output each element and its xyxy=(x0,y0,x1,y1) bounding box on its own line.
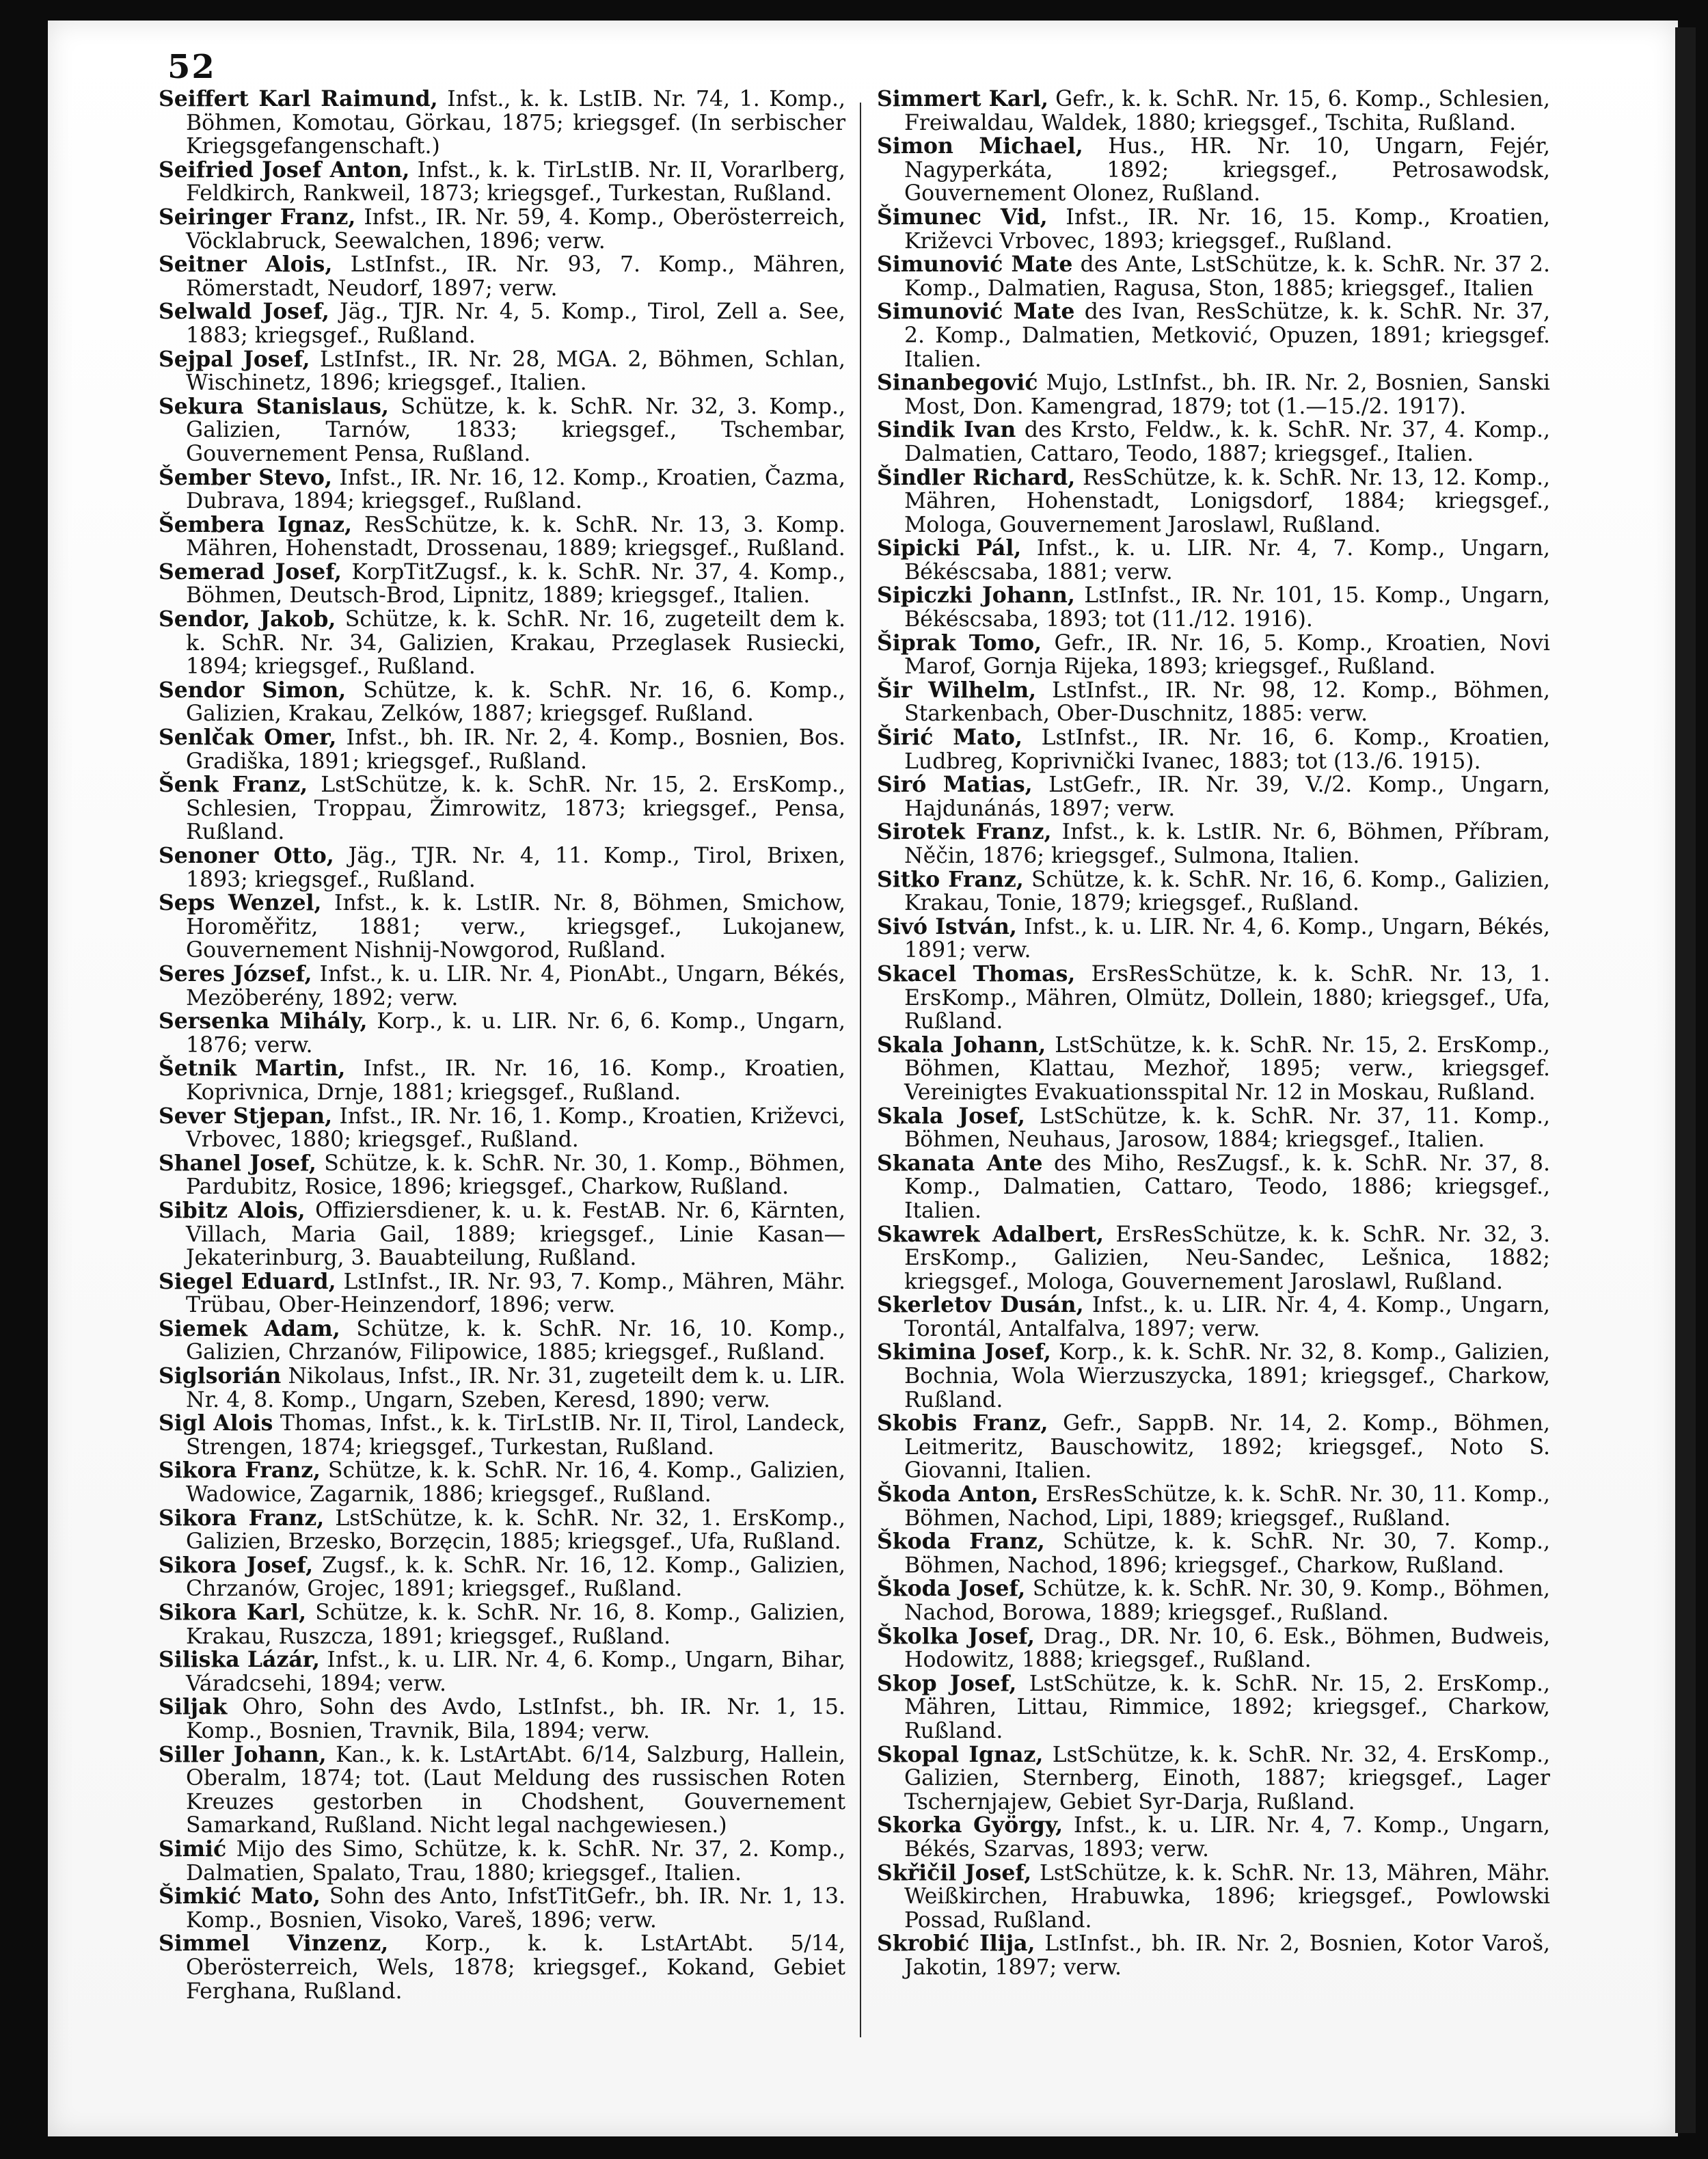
list-item xyxy=(877,963,1550,1034)
entry-text: Infst., k. u. LIR. Nr. 4, PionAbt., Ungarn, Békés, Mezöberény, 1892; verw. xyxy=(186,961,846,1010)
entry-text: Schütze, k. k. SchR. Nr. 16, 6. Komp., Galizien, Krakau, Zelków, 1887; kriegsgef. Rußland. xyxy=(186,678,846,727)
list-item xyxy=(159,1554,845,1601)
entry-name: Sikora Karl, xyxy=(159,1600,307,1625)
entry-text: Infst., k. u. LIR. Nr. 4, 7. Komp., Ungarn, Békés, Szarvas, 1893; verw. xyxy=(904,1813,1551,1862)
entry-text: Schütze, k. k. SchR. Nr. 16, 4. Komp., Galizien, Wadowice, Zagarnik, 1886; kriegsgef., Rußland. xyxy=(186,1458,845,1507)
entry-name: Sikora Josef, xyxy=(159,1552,314,1578)
list-item xyxy=(877,466,1550,537)
entry-text: LstGefr., IR. Nr. 39, V./2. Komp., Ungarn, Hajdunánás, 1897; verw. xyxy=(904,773,1551,821)
binding-edge xyxy=(1675,27,1696,2133)
list-item xyxy=(159,1743,845,1838)
list-item xyxy=(159,513,845,561)
list-item xyxy=(877,820,1550,868)
entry-text: Gefr., k. k. SchR. Nr. 15, 6. Komp., Schlesien, Freiwaldau, Waldek, 1880; kriegsgef., Tschita, Rußland. xyxy=(904,87,1550,135)
list-item xyxy=(159,561,845,608)
entry-text: LstSchütze, k. k. SchR. Nr. 13, Mähren, Mähr. Weißkirchen, Hrabuwka, 1896; kriegsgef., Powlowski Possad, Rußland. xyxy=(904,1860,1551,1933)
list-item xyxy=(159,1010,845,1057)
entry-text: Schütze, k. k. SchR. Nr. 30, 7. Komp., Böhmen, Nachod, 1896; kriegsgef., Charkow, Rußland. xyxy=(904,1529,1550,1578)
list-item xyxy=(877,773,1550,820)
entry-text: Offiziersdiener, k. u. k. FestAB. Nr. 6, Kärnten, Villach, Maria Gail, 1889; kriegsgef., Linie Kasan—Jekaterinburg, 3. Bauabteilung, Rußland. xyxy=(186,1198,845,1271)
entry-name: Šimkić Mato, xyxy=(159,1883,321,1909)
entry-text: LstInfst., IR. Nr. 93, 7. Komp., Mähren, Mähr. Trübau, Ober-Heinzendorf, 1896; verw. xyxy=(186,1269,845,1318)
list-item xyxy=(877,726,1550,773)
entry-text: LstSchütze, k. k. SchR. Nr. 37, 11. Komp., Böhmen, Neuhaus, Jarosow, 1884; kriegsgef., Italien. xyxy=(904,1103,1551,1153)
entry-name: Šindler Richard, xyxy=(877,464,1076,490)
list-item xyxy=(159,1932,845,2003)
entry-text: Infst., k. k. TirLstIB. Nr. II, Vorarlberg, Feldkirch, Rankweil, 1873; kriegsgef., Turkestan, Rußland. xyxy=(186,157,845,206)
list-item xyxy=(159,679,845,726)
entry-text: LstSchütze, k. k. SchR. Nr. 15, 2. ErsKomp., Böhmen, Klattau, Mezhoř, 1895; verw., kriegsgef. Vereinigtes Evakuationsspital Nr. 12 in Moskau, Rußland. xyxy=(904,1032,1550,1105)
list-item xyxy=(877,253,1550,300)
list-item xyxy=(877,1862,1550,1933)
entry-name: Sivó István, xyxy=(877,913,1017,939)
entry-name: Siegel Eduard, xyxy=(159,1268,336,1294)
entry-text: Infst., k. k. LstIR. Nr. 8, Böhmen, Smichow, Horoměřitz, 1881; verw., kriegsgef., Lukojanew, Gouvernement Nishnij-Nowgorod, Rußland. xyxy=(186,891,845,963)
entry-text: Mujo, LstInfst., bh. IR. Nr. 2, Bosnien, Sanski Most, Don. Kamengrad, 1879; tot (1.—15./2. 1917). xyxy=(904,371,1550,419)
entry-text: Korp., k. k. SchR. Nr. 32, 8. Komp., Galizien, Bochnia, Wola Wierzuszycka, 1891; kriegsgef., Charkow, Rußland. xyxy=(904,1340,1550,1412)
list-item xyxy=(877,868,1550,915)
entry-name: Sekura Stanislaus, xyxy=(159,393,389,419)
entry-text: Mijo des Simo, Schütze, k. k. SchR. Nr. 37, 2. Komp., Dalmatien, Spalato, Trau, 1880; kriegsgef., Italien. xyxy=(186,1836,845,1886)
list-item xyxy=(877,1672,1550,1743)
entry-text: ErsResSchütze, k. k. SchR. Nr. 30, 11. Komp., Böhmen, Nachod, Lipi, 1889; kriegsgef., Rußland. xyxy=(904,1482,1550,1531)
entry-text: Drag., DR. Nr. 10, 6. Esk., Böhmen, Budweis, Hodowitz, 1888; kriegsgef., Rußland. xyxy=(904,1624,1551,1673)
entry-name: Sikora Franz, xyxy=(159,1458,321,1484)
entry-text: Thomas, Infst., k. k. TirLstIB. Nr. II, Tirol, Landeck, Strengen, 1874; kriegsgef., Turkestan, Rußland. xyxy=(186,1411,845,1460)
list-item xyxy=(877,135,1550,206)
entry-text: LstSchütze, k. k. SchR. Nr. 32, 4. ErsKomp., Galizien, Sternberg, Einoth, 1887; kriegsgef., Lager Tschernjajew, Gebiet Syr-Darja, Rußland. xyxy=(904,1742,1550,1814)
page-number: 52 xyxy=(167,48,216,86)
list-item xyxy=(159,395,845,466)
list-item xyxy=(877,1743,1550,1814)
entry-text: Jäg., TJR. Nr. 4, 11. Komp., Tirol, Brixen, 1893; kriegsgef., Rußland. xyxy=(186,844,845,892)
list-item xyxy=(159,1838,845,1885)
entry-name: Sikora Franz, xyxy=(159,1505,325,1531)
list-item xyxy=(159,300,845,347)
list-item xyxy=(877,1152,1550,1223)
entry-text: ErsResSchütze, k. k. SchR. Nr. 13, 1. ErsKomp., Mähren, Olmütz, Dollein, 1880; kriegsgef., Ufa, Rußland. xyxy=(904,961,1550,1034)
list-item xyxy=(159,253,845,300)
entry-text: Nikolaus, Infst., IR. Nr. 31, zugeteilt dem k. u. LIR. Nr. 4, 8. Komp., Ungarn, Szeben, Keresd, 1890; verw. xyxy=(186,1364,845,1412)
entry-name: Semerad Josef, xyxy=(159,559,342,585)
list-item xyxy=(877,1483,1550,1530)
entry-name: Simunović Mate xyxy=(877,252,1073,278)
list-item xyxy=(159,1199,845,1270)
list-item xyxy=(159,1601,845,1648)
list-item xyxy=(877,1932,1550,1979)
list-item xyxy=(159,1152,845,1199)
list-item xyxy=(159,726,845,773)
entry-name: Skobis Franz, xyxy=(877,1410,1048,1436)
entry-name: Simunović Mate xyxy=(877,299,1075,325)
entry-name: Skop Josef, xyxy=(877,1670,1017,1696)
list-item xyxy=(159,1365,845,1412)
list-item xyxy=(877,418,1550,466)
entry-name: Seres József, xyxy=(159,961,312,987)
entry-text: Kan., k. k. LstArtAbt. 6/14, Salzburg, Hallein, Oberalm, 1874; tot. (Laut Meldung des russischen Roten Kreuzes gestorben in Chodshent, Gouvernement Samarkand, Rußland. Nicht legal nachgewiesen.) xyxy=(186,1742,846,1838)
entry-name: Skala Johann, xyxy=(877,1032,1046,1058)
list-item xyxy=(159,206,845,253)
entry-text: Schütze, k. k. SchR. Nr. 32, 3. Komp., Galizien, Tarnów, 1833; kriegsgef., Tschembar, Gouvernement Pensa, Rußland. xyxy=(186,394,845,466)
entry-name: Sibitz Alois, xyxy=(159,1197,306,1223)
entry-name: Skerletov Dusán, xyxy=(877,1292,1084,1318)
entry-text: Infst., IR. Nr. 59, 4. Komp., Oberösterreich, Vöcklabruck, Seewalchen, 1896; verw. xyxy=(186,204,845,254)
list-item xyxy=(877,679,1550,726)
entry-name: Skawrek Adalbert, xyxy=(877,1221,1104,1247)
list-item xyxy=(877,206,1550,253)
entry-text: Infst., bh. IR. Nr. 2, 4. Komp., Bosnien, Bos. Gradiška, 1891; kriegsgef., Rußland. xyxy=(186,725,845,774)
list-item xyxy=(159,1885,845,1932)
list-item xyxy=(877,1412,1550,1483)
entry-name: Sinanbegović xyxy=(877,370,1038,396)
list-item xyxy=(877,1530,1550,1577)
list-item xyxy=(159,963,845,1010)
entry-name: Škoda Franz, xyxy=(877,1529,1045,1555)
list-item xyxy=(877,1105,1550,1152)
entry-name: Skrobić Ilija, xyxy=(877,1931,1035,1957)
entry-name: Škoda Josef, xyxy=(877,1576,1026,1602)
list-item xyxy=(159,1507,845,1554)
entry-text: Schütze, k. k. SchR. Nr. 16, zugeteilt dem k. k. SchR. Nr. 34, Galizien, Krakau, Przeglasek Rusiecki, 1894; kriegsgef., Rußland. xyxy=(186,607,846,680)
entry-text: LstInfst., IR. Nr. 101, 15. Komp., Ungarn, Békéscsaba, 1893; tot (11./12. 1916). xyxy=(904,583,1550,632)
list-item xyxy=(877,632,1550,679)
entry-name: Siljak xyxy=(159,1694,228,1720)
list-item xyxy=(159,1412,845,1459)
entry-text: LstInfst., IR. Nr. 16, 6. Komp., Kroatien, Ludbreg, Koprivnički Ivanec, 1883; tot (13./6. 1915). xyxy=(904,725,1551,774)
entry-name: Šembera Ignaz, xyxy=(159,511,352,537)
entry-text: Infst., IR. Nr. 16, 15. Komp., Kroatien, Križevci Vrbovec, 1893; kriegsgef., Rußland. xyxy=(904,204,1550,254)
list-item xyxy=(877,915,1550,963)
list-item xyxy=(159,891,845,963)
list-item xyxy=(159,1105,845,1152)
entry-text: Schütze, k. k. SchR. Nr. 16, 8. Komp., Galizien, Krakau, Ruszcza, 1891; kriegsgef., Rußland. xyxy=(186,1600,845,1649)
list-item xyxy=(877,88,1550,135)
entry-name: Sejpal Josef, xyxy=(159,346,310,372)
entry-text: LstInfst., IR. Nr. 93, 7. Komp., Mähren, Römerstadt, Neudorf, 1897; verw. xyxy=(186,252,845,301)
list-item xyxy=(159,608,845,679)
entry-name: Seiffert Karl Raimund, xyxy=(159,86,438,111)
entry-name: Senlčak Omer, xyxy=(159,725,337,751)
entry-text: Schütze, k. k. SchR. Nr. 16, 6. Komp., Galizien, Krakau, Tonie, 1879; kriegsgef., Rußland. xyxy=(904,867,1550,916)
entry-name: Sever Stjepan, xyxy=(159,1103,333,1129)
entry-text: Infst., k. u. LIR. Nr. 4, 7. Komp., Ungarn, Békéscsaba, 1881; verw. xyxy=(904,536,1550,585)
entry-name: Skorka György, xyxy=(877,1812,1063,1838)
entry-text: ErsResSchütze, k. k. SchR. Nr. 32, 3. ErsKomp., Galizien, Neu-Sandec, Lešnica, 1882; kriegsgef., Mologa, Gouvernement Jaroslawl, Rußland. xyxy=(904,1222,1550,1294)
entry-text: Infst., k. k. LstIB. Nr. 74, 1. Komp., Böhmen, Komotau, Görkau, 1875; kriegsgef. (In serbischer Kriegsgefangenschaft.) xyxy=(186,87,845,159)
list-item xyxy=(877,1814,1550,1861)
entry-name: Širić Mato, xyxy=(877,725,1022,751)
entry-name: Sendor Simon, xyxy=(159,677,347,703)
entry-name: Seps Wenzel, xyxy=(159,890,322,916)
entry-text: Infst., IR. Nr. 16, 16. Komp., Kroatien, Koprivnica, Drnje, 1881; kriegsgef., Rußland. xyxy=(186,1056,845,1105)
entry-name: Shanel Josef, xyxy=(159,1150,316,1176)
entry-text: des Miho, ResZugsf., k. k. SchR. Nr. 37, 8. Komp., Dalmatien, Cattaro, Teodo, 1886; kriegsgef., Italien. xyxy=(904,1151,1550,1223)
entry-text: des Ivan, ResSchütze, k. k. SchR. Nr. 37, 2. Komp., Dalmatien, Metković, Opuzen, 1891; kriegsgef. Italien. xyxy=(904,299,1550,372)
list-item xyxy=(877,300,1550,371)
entry-text: LstSchütze, k. k. SchR. Nr. 32, 1. ErsKomp., Galizien, Brzesko, Borzęcin, 1885; kriegsgef., Ufa, Rußland. xyxy=(186,1505,845,1555)
entry-name: Siemek Adam, xyxy=(159,1315,340,1341)
list-item xyxy=(159,1057,845,1104)
entry-text: LstInfst., IR. Nr. 98, 12. Komp., Böhmen, Starkenbach, Ober-Duschnitz, 1885: verw. xyxy=(904,678,1550,727)
entry-name: Simmel Vinzenz, xyxy=(159,1931,389,1957)
entry-text: Jäg., TJR. Nr. 4, 5. Komp., Tirol, Zell a. See, 1883; kriegsgef., Rußland. xyxy=(186,299,845,348)
list-item xyxy=(877,1293,1550,1341)
list-item xyxy=(159,1648,845,1695)
entry-name: Senoner Otto, xyxy=(159,843,334,868)
entry-text: Infst., k. u. LIR. Nr. 4, 4. Komp., Ungarn, Torontál, Antalfalva, 1897; verw. xyxy=(904,1293,1551,1341)
entry-text: Schütze, k. k. SchR. Nr. 30, 9. Komp., Böhmen, Nachod, Borowa, 1889; kriegsgef., Rußland. xyxy=(904,1577,1550,1625)
entry-text: des Krsto, Feldw., k. k. SchR. Nr. 37, 4. Komp., Dalmatien, Cattaro, Teodo, 1887; kriegsgef., Italien. xyxy=(904,418,1550,466)
list-item xyxy=(877,1223,1550,1294)
entry-text: Infst., k. k. LstIR. Nr. 6, Böhmen, Příbram, Něčin, 1876; kriegsgef., Sulmona, Italien. xyxy=(904,820,1551,868)
entry-text: LstInfst., IR. Nr. 28, MGA. 2, Böhmen, Schlan, Wischinetz, 1896; kriegsgef., Italien. xyxy=(186,347,845,396)
list-item xyxy=(159,1317,845,1365)
entry-name: Skanata Ante xyxy=(877,1150,1043,1176)
entry-name: Sendor, Jakob, xyxy=(159,606,336,632)
entry-name: Skopal Ignaz, xyxy=(877,1741,1044,1767)
entry-name: Seifried Josef Anton, xyxy=(159,157,410,183)
entry-name: Simić xyxy=(159,1836,227,1862)
column-divider xyxy=(860,103,861,2037)
entry-name: Šimunec Vid, xyxy=(877,204,1048,230)
entry-text: Schütze, k. k. SchR. Nr. 16, 10. Komp., Galizien, Chrzanów, Filipowice, 1885; kriegsgef., Rußland. xyxy=(186,1316,846,1365)
list-item xyxy=(159,773,845,844)
entry-text: Schütze, k. k. SchR. Nr. 30, 1. Komp., Böhmen, Pardubitz, Rosice, 1896; kriegsgef., Charkow, Rußland. xyxy=(186,1151,845,1200)
entry-name: Sipicki Pál, xyxy=(877,535,1022,561)
entry-name: Sindik Ivan xyxy=(877,417,1016,443)
entry-name: Šetnik Martin, xyxy=(159,1056,346,1082)
entry-name: Simmert Karl, xyxy=(877,86,1048,111)
entry-text: Korp., k. u. LIR. Nr. 6, 6. Komp., Ungarn, 1876; verw. xyxy=(186,1009,846,1058)
entry-name: Sitko Franz, xyxy=(877,866,1024,892)
entry-name: Simon Michael, xyxy=(877,133,1083,159)
list-item xyxy=(877,1625,1550,1672)
entry-text: LstInfst., bh. IR. Nr. 2, Bosnien, Kotor Varoš, Jakotin, 1897; verw. xyxy=(904,1931,1551,1980)
entry-name: Šir Wilhelm, xyxy=(877,677,1037,703)
entry-name: Šember Stevo, xyxy=(159,464,332,490)
entry-text: Ohro, Sohn des Avdo, LstInfst., bh. IR. Nr. 1, 15. Komp., Bosnien, Travnik, Bila, 1894; verw. xyxy=(186,1695,845,1743)
entry-name: Šiprak Tomo, xyxy=(877,630,1042,656)
entry-name: Skimina Josef, xyxy=(877,1339,1051,1365)
entry-name: Skacel Thomas, xyxy=(877,961,1076,987)
entry-text: des Ante, LstSchütze, k. k. SchR. Nr. 37 2. Komp., Dalmatien, Ragusa, Ston, 1885; kriegsgef., Italien xyxy=(904,252,1550,301)
list-item xyxy=(877,371,1550,418)
entry-text: Sohn des Anto, InfstTitGefr., bh. IR. Nr. 1, 13. Komp., Bosnien, Visoko, Vareš, 1896; verw. xyxy=(186,1884,845,1933)
left-column xyxy=(159,88,845,2003)
entry-name: Šenk Franz, xyxy=(159,772,308,798)
entry-text: Infst., k. u. LIR. Nr. 4, 6. Komp., Ungarn, Bihar, Váradcsehi, 1894; verw. xyxy=(186,1648,845,1696)
entry-text: KorpTitZugsf., k. k. SchR. Nr. 37, 4. Komp., Böhmen, Deutsch-Brod, Lipnitz, 1889; kriegsgef., Italien. xyxy=(186,559,845,608)
entry-text: Infst., IR. Nr. 16, 1. Komp., Kroatien, Križevci, Vrbovec, 1880; kriegsgef., Rußland. xyxy=(186,1103,845,1153)
list-item xyxy=(159,1459,845,1506)
entry-name: Siglsorián xyxy=(159,1363,282,1389)
entry-name: Siller Johann, xyxy=(159,1741,327,1767)
entry-text: Hus., HR. Nr. 10, Ungarn, Fejér, Nagyperkáta, 1892; kriegsgef., Petrosawodsk, Gouvernement Olonez, Rußland. xyxy=(904,134,1550,206)
entry-name: Seitner Alois, xyxy=(159,252,333,278)
entry-name: Seiringer Franz, xyxy=(159,204,356,230)
entry-text: ResSchütze, k. k. SchR. Nr. 13, 3. Komp. Mähren, Hohenstadt, Drossenau, 1889; kriegsgef., Rußland. xyxy=(186,512,846,561)
entry-name: Selwald Josef, xyxy=(159,299,329,325)
entry-text: LstSchütze, k. k. SchR. Nr. 15, 2. ErsKomp., Mähren, Littau, Rimmice, 1892; kriegsgef., Charkow, Rußland. xyxy=(904,1671,1550,1743)
right-column xyxy=(877,88,1550,1980)
list-item xyxy=(877,584,1550,631)
entry-name: Sigl Alois xyxy=(159,1410,273,1436)
list-item xyxy=(877,537,1550,584)
entry-name: Sipiczki Johann, xyxy=(877,582,1075,608)
list-item xyxy=(159,1695,845,1743)
entry-name: Školka Josef, xyxy=(877,1623,1035,1649)
entry-text: Infst., IR. Nr. 16, 12. Komp., Kroatien, Čazma, Dubrava, 1894; kriegsgef., Rußland. xyxy=(186,465,846,514)
list-item xyxy=(877,1577,1550,1624)
entry-text: Korp., k. k. LstArtAbt. 5/14, Oberösterreich, Wels, 1878; kriegsgef., Kokand, Gebiet Ferghana, Rußland. xyxy=(186,1931,846,2004)
entry-name: Skala Josef, xyxy=(877,1103,1025,1129)
entry-text: Gefr., SappB. Nr. 14, 2. Komp., Böhmen, Leitmeritz, Bauschowitz, 1892; kriegsgef., Noto S. Giovanni, Italien. xyxy=(904,1411,1550,1484)
entry-text: Gefr., IR. Nr. 16, 5. Komp., Kroatien, Novi Marof, Gornja Rijeka, 1893; kriegsgef., Rußland. xyxy=(904,630,1550,680)
entry-text: ResSchütze, k. k. SchR. Nr. 13, 12. Komp., Mähren, Hohenstadt, Lonigsdorf, 1884; kriegsgef., Mologa, Gouvernement Jaroslawl, Rußland. xyxy=(904,465,1551,537)
list-item xyxy=(159,844,845,891)
entry-text: LstSchütze, k. k. SchR. Nr. 15, 2. ErsKomp., Schlesien, Troppau, Žimrowitz, 1873; kriegsgef., Pensa, Rußland. xyxy=(186,773,845,845)
list-item xyxy=(159,1270,845,1317)
entry-name: Skřičil Josef, xyxy=(877,1860,1032,1886)
entry-name: Škoda Anton, xyxy=(877,1481,1039,1507)
entry-text: Zugsf., k. k. SchR. Nr. 16, 12. Komp., Galizien, Chrzanów, Grojec, 1891; kriegsgef., Rußland. xyxy=(186,1553,845,1602)
list-item xyxy=(159,466,845,513)
entry-text: Infst., k. u. LIR. Nr. 4, 6. Komp., Ungarn, Békés, 1891; verw. xyxy=(904,914,1550,963)
entry-name: Siliska Lázár, xyxy=(159,1647,321,1673)
list-item xyxy=(159,88,845,159)
list-item xyxy=(159,159,845,206)
list-item xyxy=(877,1341,1550,1412)
entry-name: Siró Matias, xyxy=(877,772,1033,798)
entry-name: Sirotek Franz, xyxy=(877,819,1052,845)
entry-name: Sersenka Mihály, xyxy=(159,1008,368,1034)
list-item xyxy=(159,348,845,395)
list-item xyxy=(877,1034,1550,1105)
